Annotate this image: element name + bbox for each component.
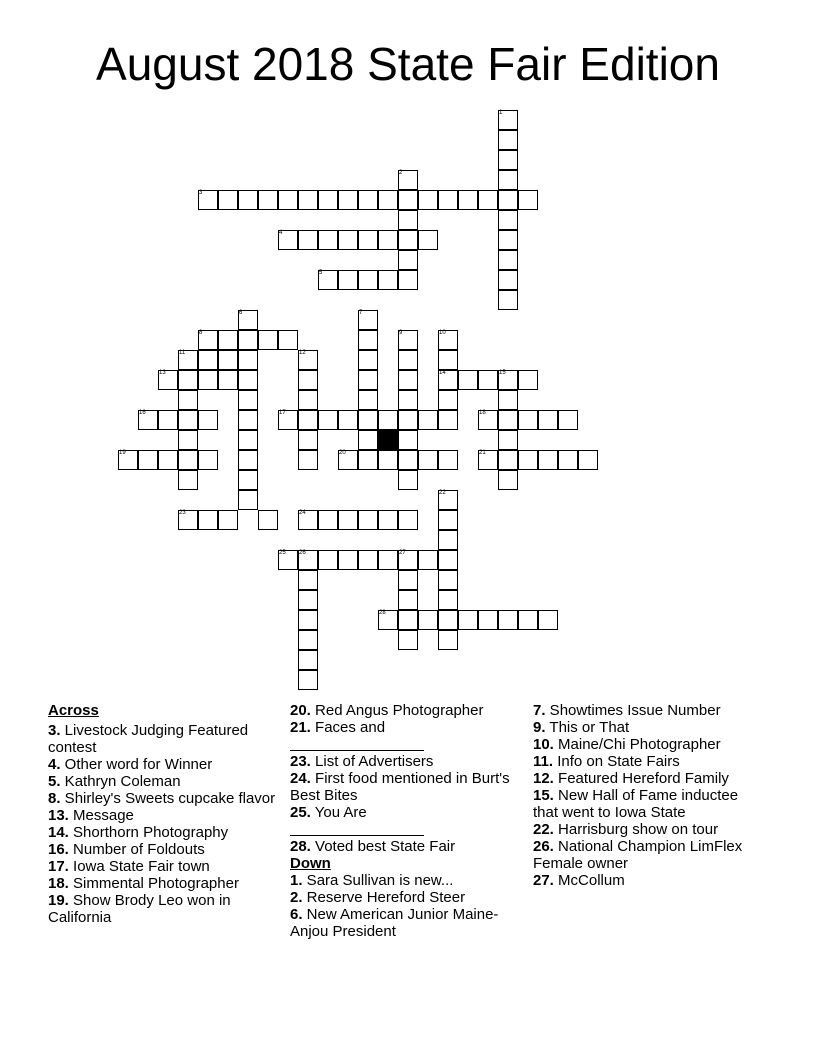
grid-cell[interactable]: [358, 230, 378, 250]
grid-cell[interactable]: [238, 410, 258, 430]
grid-cell[interactable]: [238, 430, 258, 450]
clue-number: 25: [279, 550, 286, 556]
grid-cell[interactable]: [398, 230, 418, 250]
clue-item-number: 17.: [48, 858, 69, 875]
clue-item: [48, 858, 278, 875]
grid-cell[interactable]: [178, 410, 198, 430]
grid-cell[interactable]: [258, 510, 278, 530]
grid-cell[interactable]: [398, 190, 418, 210]
grid-cell[interactable]: [318, 410, 338, 430]
clue-item-text: Shorthorn Photography: [68, 824, 229, 841]
grid-cell[interactable]: [398, 610, 418, 630]
clue-item-number: 27.: [533, 872, 554, 889]
grid-cell[interactable]: [298, 670, 318, 690]
clue-item-text: New American Junior Maine-Anjou President: [290, 906, 499, 940]
grid-cell[interactable]: [258, 190, 278, 210]
grid-cell[interactable]: [258, 330, 278, 350]
grid-cell[interactable]: [298, 610, 318, 630]
clue-number: 6: [239, 310, 243, 316]
grid-cell[interactable]: [238, 370, 258, 390]
grid-cell[interactable]: [498, 390, 518, 410]
clue-number: 14: [439, 370, 446, 376]
clue-item-text: Voted best State Fair: [310, 838, 456, 855]
grid-cell[interactable]: [398, 630, 418, 650]
grid-cell[interactable]: [178, 370, 198, 390]
clue-item-text: Harrisburg show on tour: [553, 821, 719, 838]
grid-cell[interactable]: [438, 510, 458, 530]
clue-item-text: Other word for Winner: [60, 756, 213, 773]
grid-cell[interactable]: [498, 470, 518, 490]
grid-cell[interactable]: [278, 190, 298, 210]
clue-item-text: Show Brody Leo won in California: [48, 892, 231, 926]
grid-cell[interactable]: [298, 390, 318, 410]
clue-item-text: Message: [68, 807, 134, 824]
clue-item: [48, 722, 278, 756]
grid-cell[interactable]: [298, 410, 318, 430]
clue-item-number: 4.: [48, 756, 61, 773]
grid-cell[interactable]: [238, 470, 258, 490]
clue-item: [290, 838, 518, 855]
grid-cell[interactable]: [238, 390, 258, 410]
grid-cell[interactable]: [378, 410, 398, 430]
clue-item-text: Showtimes Issue Number: [545, 702, 721, 719]
grid-cell[interactable]: [298, 570, 318, 590]
clue-item-number: 22.: [533, 821, 554, 838]
clue-item: [290, 872, 518, 889]
clue-number: 24: [299, 510, 306, 516]
clue-item-number: 21.: [290, 719, 311, 736]
grid-cell[interactable]: [498, 230, 518, 250]
grid-cell[interactable]: [398, 470, 418, 490]
clue-item-number: 7.: [533, 702, 546, 719]
clue-number: 10: [439, 330, 446, 336]
grid-cell[interactable]: [298, 450, 318, 470]
grid-cell[interactable]: [418, 230, 438, 250]
grid-cell[interactable]: [558, 410, 578, 430]
clue-number: 8: [199, 330, 203, 336]
clue-item-number: 12.: [533, 770, 554, 787]
grid-cell[interactable]: [498, 450, 518, 470]
grid-cell[interactable]: [398, 270, 418, 290]
grid-cell[interactable]: [398, 390, 418, 410]
grid-cell[interactable]: [398, 430, 418, 450]
grid-cell[interactable]: [398, 350, 418, 370]
clue-number: 1: [499, 110, 503, 116]
clue-item: [48, 773, 278, 790]
clue-item: [48, 892, 278, 926]
grid-cell[interactable]: [358, 450, 378, 470]
grid-cell[interactable]: [418, 450, 438, 470]
grid-cell[interactable]: [498, 290, 518, 310]
grid-cell[interactable]: [518, 190, 538, 210]
clue-item-number: 24.: [290, 770, 311, 787]
across-clues-list: [48, 722, 278, 926]
clue-item: [290, 889, 518, 906]
grid-cell[interactable]: [358, 330, 378, 350]
grid-cell[interactable]: [198, 350, 218, 370]
grid-cell[interactable]: [298, 230, 318, 250]
grid-cell[interactable]: [438, 390, 458, 410]
clue-number: 26: [299, 550, 306, 556]
grid-cell[interactable]: [178, 450, 198, 470]
clue-number: 20: [339, 450, 346, 456]
grid-cell[interactable]: [398, 450, 418, 470]
grid-cell[interactable]: [318, 230, 338, 250]
grid-cell[interactable]: [438, 350, 458, 370]
grid-cell[interactable]: [238, 490, 258, 510]
grid-cell[interactable]: [138, 450, 158, 470]
clue-item: [533, 719, 763, 736]
grid-cell[interactable]: [418, 610, 438, 630]
grid-cell[interactable]: [458, 370, 478, 390]
clue-item-text: This or That: [545, 719, 630, 736]
clue-item-number: 26.: [533, 838, 554, 855]
grid-cell[interactable]: [338, 230, 358, 250]
grid-cell[interactable]: [158, 450, 178, 470]
grid-cell[interactable]: [278, 330, 298, 350]
clue-number: 21: [479, 450, 486, 456]
grid-cell[interactable]: [498, 270, 518, 290]
grid-cell[interactable]: [218, 370, 238, 390]
grid-cell[interactable]: [318, 550, 338, 570]
grid-cell[interactable]: [498, 210, 518, 230]
down-clues-list: [290, 872, 518, 940]
clue-item: [533, 872, 763, 889]
grid-cell[interactable]: [218, 190, 238, 210]
grid-cell[interactable]: [498, 150, 518, 170]
clue-number: 27: [399, 550, 406, 556]
clue-item-text: Red Angus Photographer: [310, 702, 484, 719]
grid-cell[interactable]: [478, 610, 498, 630]
clue-item: [533, 770, 763, 787]
clue-number: 5: [319, 270, 323, 276]
grid-cell[interactable]: [358, 390, 378, 410]
grid-cell[interactable]: [338, 550, 358, 570]
clue-item-number: 11.: [533, 753, 554, 770]
grid-cell[interactable]: [178, 430, 198, 450]
clue-item: [290, 753, 518, 770]
across-clues-list-2b: [290, 753, 518, 821]
clue-item-text: Featured Hereford Family: [553, 770, 729, 787]
clue-number: 17: [279, 410, 286, 416]
grid-cell[interactable]: [498, 170, 518, 190]
grid-cell[interactable]: [498, 130, 518, 150]
grid-cell[interactable]: [518, 610, 538, 630]
across-clues-list-2c: [290, 838, 518, 855]
grid-cell[interactable]: [398, 410, 418, 430]
clue-number: 7: [359, 310, 363, 316]
grid-cell[interactable]: [378, 270, 398, 290]
clue-item-number: 9.: [533, 719, 546, 736]
clue-item-text: Kathryn Coleman: [60, 773, 181, 790]
grid-cell[interactable]: [338, 510, 358, 530]
grid-cell[interactable]: [438, 610, 458, 630]
clue-number: 16: [139, 410, 146, 416]
grid-cell[interactable]: [398, 250, 418, 270]
clue-item: [48, 841, 278, 858]
clue-item-text: National Champion LimFlex Female owner: [533, 838, 743, 872]
grid-cell[interactable]: [438, 410, 458, 430]
grid-cell[interactable]: [438, 630, 458, 650]
grid-cell[interactable]: [298, 190, 318, 210]
clue-item: [533, 821, 763, 838]
grid-cell[interactable]: [198, 450, 218, 470]
clue-item: [48, 807, 278, 824]
clue-number: 4: [279, 230, 283, 236]
grid-cell[interactable]: [358, 410, 378, 430]
clue-item-number: 25.: [290, 804, 311, 821]
grid-cell[interactable]: [398, 510, 418, 530]
grid-cell[interactable]: [438, 450, 458, 470]
clue-number: 28: [379, 610, 386, 616]
grid-cell[interactable]: [498, 430, 518, 450]
clue-item-number: 14.: [48, 824, 69, 841]
grid-cell[interactable]: [398, 210, 418, 230]
clue-column-3: [533, 702, 763, 889]
answer-blank: [290, 736, 424, 751]
grid-cell[interactable]: [378, 230, 398, 250]
clue-item-number: 3.: [48, 722, 61, 739]
grid-cell[interactable]: [418, 190, 438, 210]
clue-number: 13: [159, 370, 166, 376]
clue-number: 23: [179, 510, 186, 516]
grid-cell[interactable]: [318, 190, 338, 210]
grid-cell[interactable]: [558, 450, 578, 470]
grid-cell[interactable]: [178, 390, 198, 410]
clue-item-text: Number of Foldouts: [68, 841, 205, 858]
clue-item: [290, 770, 518, 804]
clue-item: [533, 753, 763, 770]
grid-cell[interactable]: [158, 410, 178, 430]
grid-cell[interactable]: [178, 470, 198, 490]
clue-item-text: First food mentioned in Burt's Best Bites: [290, 770, 510, 804]
clue-item: [290, 702, 518, 719]
grid-cell[interactable]: [358, 510, 378, 530]
clue-item: [533, 838, 763, 872]
grid-cell[interactable]: [498, 190, 518, 210]
grid-cell[interactable]: [338, 190, 358, 210]
clue-item-text: McCollum: [553, 872, 625, 889]
grid-cell[interactable]: [198, 370, 218, 390]
grid-cell[interactable]: [578, 450, 598, 470]
grid-cell[interactable]: [338, 270, 358, 290]
grid-cell[interactable]: [438, 550, 458, 570]
clue-item: [48, 756, 278, 773]
grid-cell[interactable]: [298, 590, 318, 610]
clue-item-text: Livestock Judging Featured contest: [48, 722, 249, 756]
clue-item-text: List of Advertisers: [310, 753, 434, 770]
grid-cell[interactable]: [318, 510, 338, 530]
answer-blank: [290, 821, 424, 836]
clue-item-text: You Are: [310, 804, 367, 821]
clue-number: 18: [479, 410, 486, 416]
clue-item-number: 20.: [290, 702, 311, 719]
clue-number: 3: [199, 190, 203, 196]
grid-cell[interactable]: [478, 370, 498, 390]
grid-cell[interactable]: [498, 610, 518, 630]
grid-cell[interactable]: [458, 190, 478, 210]
clue-item: [533, 787, 763, 821]
clue-number: 22: [439, 490, 446, 496]
grid-cell[interactable]: [498, 250, 518, 270]
clue-item-number: 28.: [290, 838, 311, 855]
clue-item: [48, 875, 278, 892]
grid-cell[interactable]: [358, 190, 378, 210]
clue-item-text: Reserve Hereford Steer: [302, 889, 466, 906]
clue-number: 15: [499, 370, 506, 376]
grid-cell[interactable]: [358, 430, 378, 450]
clue-item-text: Sara Sullivan is new...: [302, 872, 454, 889]
grid-cell[interactable]: [398, 570, 418, 590]
clue-number: 19: [119, 450, 126, 456]
clue-item-number: 2.: [290, 889, 303, 906]
grid-cell[interactable]: [238, 450, 258, 470]
grid-cell[interactable]: [418, 410, 438, 430]
clue-item-text: Info on State Fairs: [553, 753, 680, 770]
clue-item: [533, 702, 763, 719]
clue-number: 11: [179, 350, 186, 356]
grid-cell[interactable]: [538, 610, 558, 630]
grid-cell[interactable]: [538, 410, 558, 430]
clue-item: [290, 906, 518, 940]
clue-item: [290, 719, 518, 736]
grid-cell[interactable]: [358, 370, 378, 390]
clue-item-number: 23.: [290, 753, 311, 770]
down-heading: Down: [290, 855, 331, 872]
grid-cell[interactable]: [358, 350, 378, 370]
grid-cell[interactable]: [518, 370, 538, 390]
grid-cell[interactable]: [378, 190, 398, 210]
grid-cell[interactable]: [298, 630, 318, 650]
clue-item-number: 13.: [48, 807, 69, 824]
grid-cell[interactable]: [438, 570, 458, 590]
clue-item: [533, 736, 763, 753]
clue-column-1: [48, 702, 278, 926]
grid-cell[interactable]: [518, 410, 538, 430]
clue-item-number: 19.: [48, 892, 69, 909]
clue-item-number: 18.: [48, 875, 69, 892]
grid-cell[interactable]: [218, 510, 238, 530]
grid-cell[interactable]: [238, 350, 258, 370]
clue-item-number: 8.: [48, 790, 61, 807]
clue-number: 9: [399, 330, 403, 336]
grid-cell[interactable]: [238, 190, 258, 210]
grid-cell[interactable]: [398, 590, 418, 610]
grid-cell[interactable]: [418, 550, 438, 570]
grid-cell[interactable]: [518, 450, 538, 470]
clue-item: [48, 824, 278, 841]
grid-cell[interactable]: [478, 190, 498, 210]
clue-number: 12: [299, 350, 306, 356]
grid-cell[interactable]: [438, 530, 458, 550]
grid-cell[interactable]: [358, 270, 378, 290]
grid-cell[interactable]: [458, 610, 478, 630]
grid-cell[interactable]: [298, 430, 318, 450]
grid-cell[interactable]: [438, 590, 458, 610]
clue-item-number: 16.: [48, 841, 69, 858]
clue-column-2: [290, 702, 518, 940]
grid-cell[interactable]: [498, 410, 518, 430]
clue-item-text: Shirley's Sweets cupcake flavor: [60, 790, 276, 807]
grid-cell[interactable]: [218, 350, 238, 370]
across-heading: Across: [48, 702, 99, 719]
clue-item-number: 10.: [533, 736, 554, 753]
grid-cell[interactable]: [338, 410, 358, 430]
clue-item-text: Maine/Chi Photographer: [553, 736, 721, 753]
grid-cell[interactable]: [378, 550, 398, 570]
grid-cell[interactable]: [298, 650, 318, 670]
puzzle-title: August 2018 State Fair Edition: [96, 38, 720, 90]
down-clues-list-2: [533, 702, 763, 889]
grid-cell[interactable]: [358, 550, 378, 570]
grid-cell[interactable]: [198, 510, 218, 530]
grid-cell[interactable]: [298, 370, 318, 390]
grid-cell[interactable]: [378, 510, 398, 530]
clue-item: [290, 804, 518, 821]
grid-cell[interactable]: [198, 410, 218, 430]
black-cell: [378, 430, 398, 450]
grid-cell[interactable]: [238, 330, 258, 350]
grid-cell[interactable]: [438, 190, 458, 210]
clue-item: [48, 790, 278, 807]
clue-item-text: Iowa State Fair town: [68, 858, 210, 875]
grid-cell[interactable]: [538, 450, 558, 470]
clue-item-number: 6.: [290, 906, 303, 923]
clue-number: 2: [399, 170, 403, 176]
across-clues-list-2a: [290, 702, 518, 736]
clue-item-text: New Hall of Fame inductee that went to Iowa State: [533, 787, 739, 821]
clue-item-number: 1.: [290, 872, 303, 889]
clue-item-text: Simmental Photographer: [68, 875, 239, 892]
grid-cell[interactable]: [398, 370, 418, 390]
clue-item-text: Faces and: [310, 719, 386, 736]
clue-item-number: 15.: [533, 787, 554, 804]
grid-cell[interactable]: [378, 450, 398, 470]
grid-cell[interactable]: [218, 330, 238, 350]
clue-item-number: 5.: [48, 773, 61, 790]
